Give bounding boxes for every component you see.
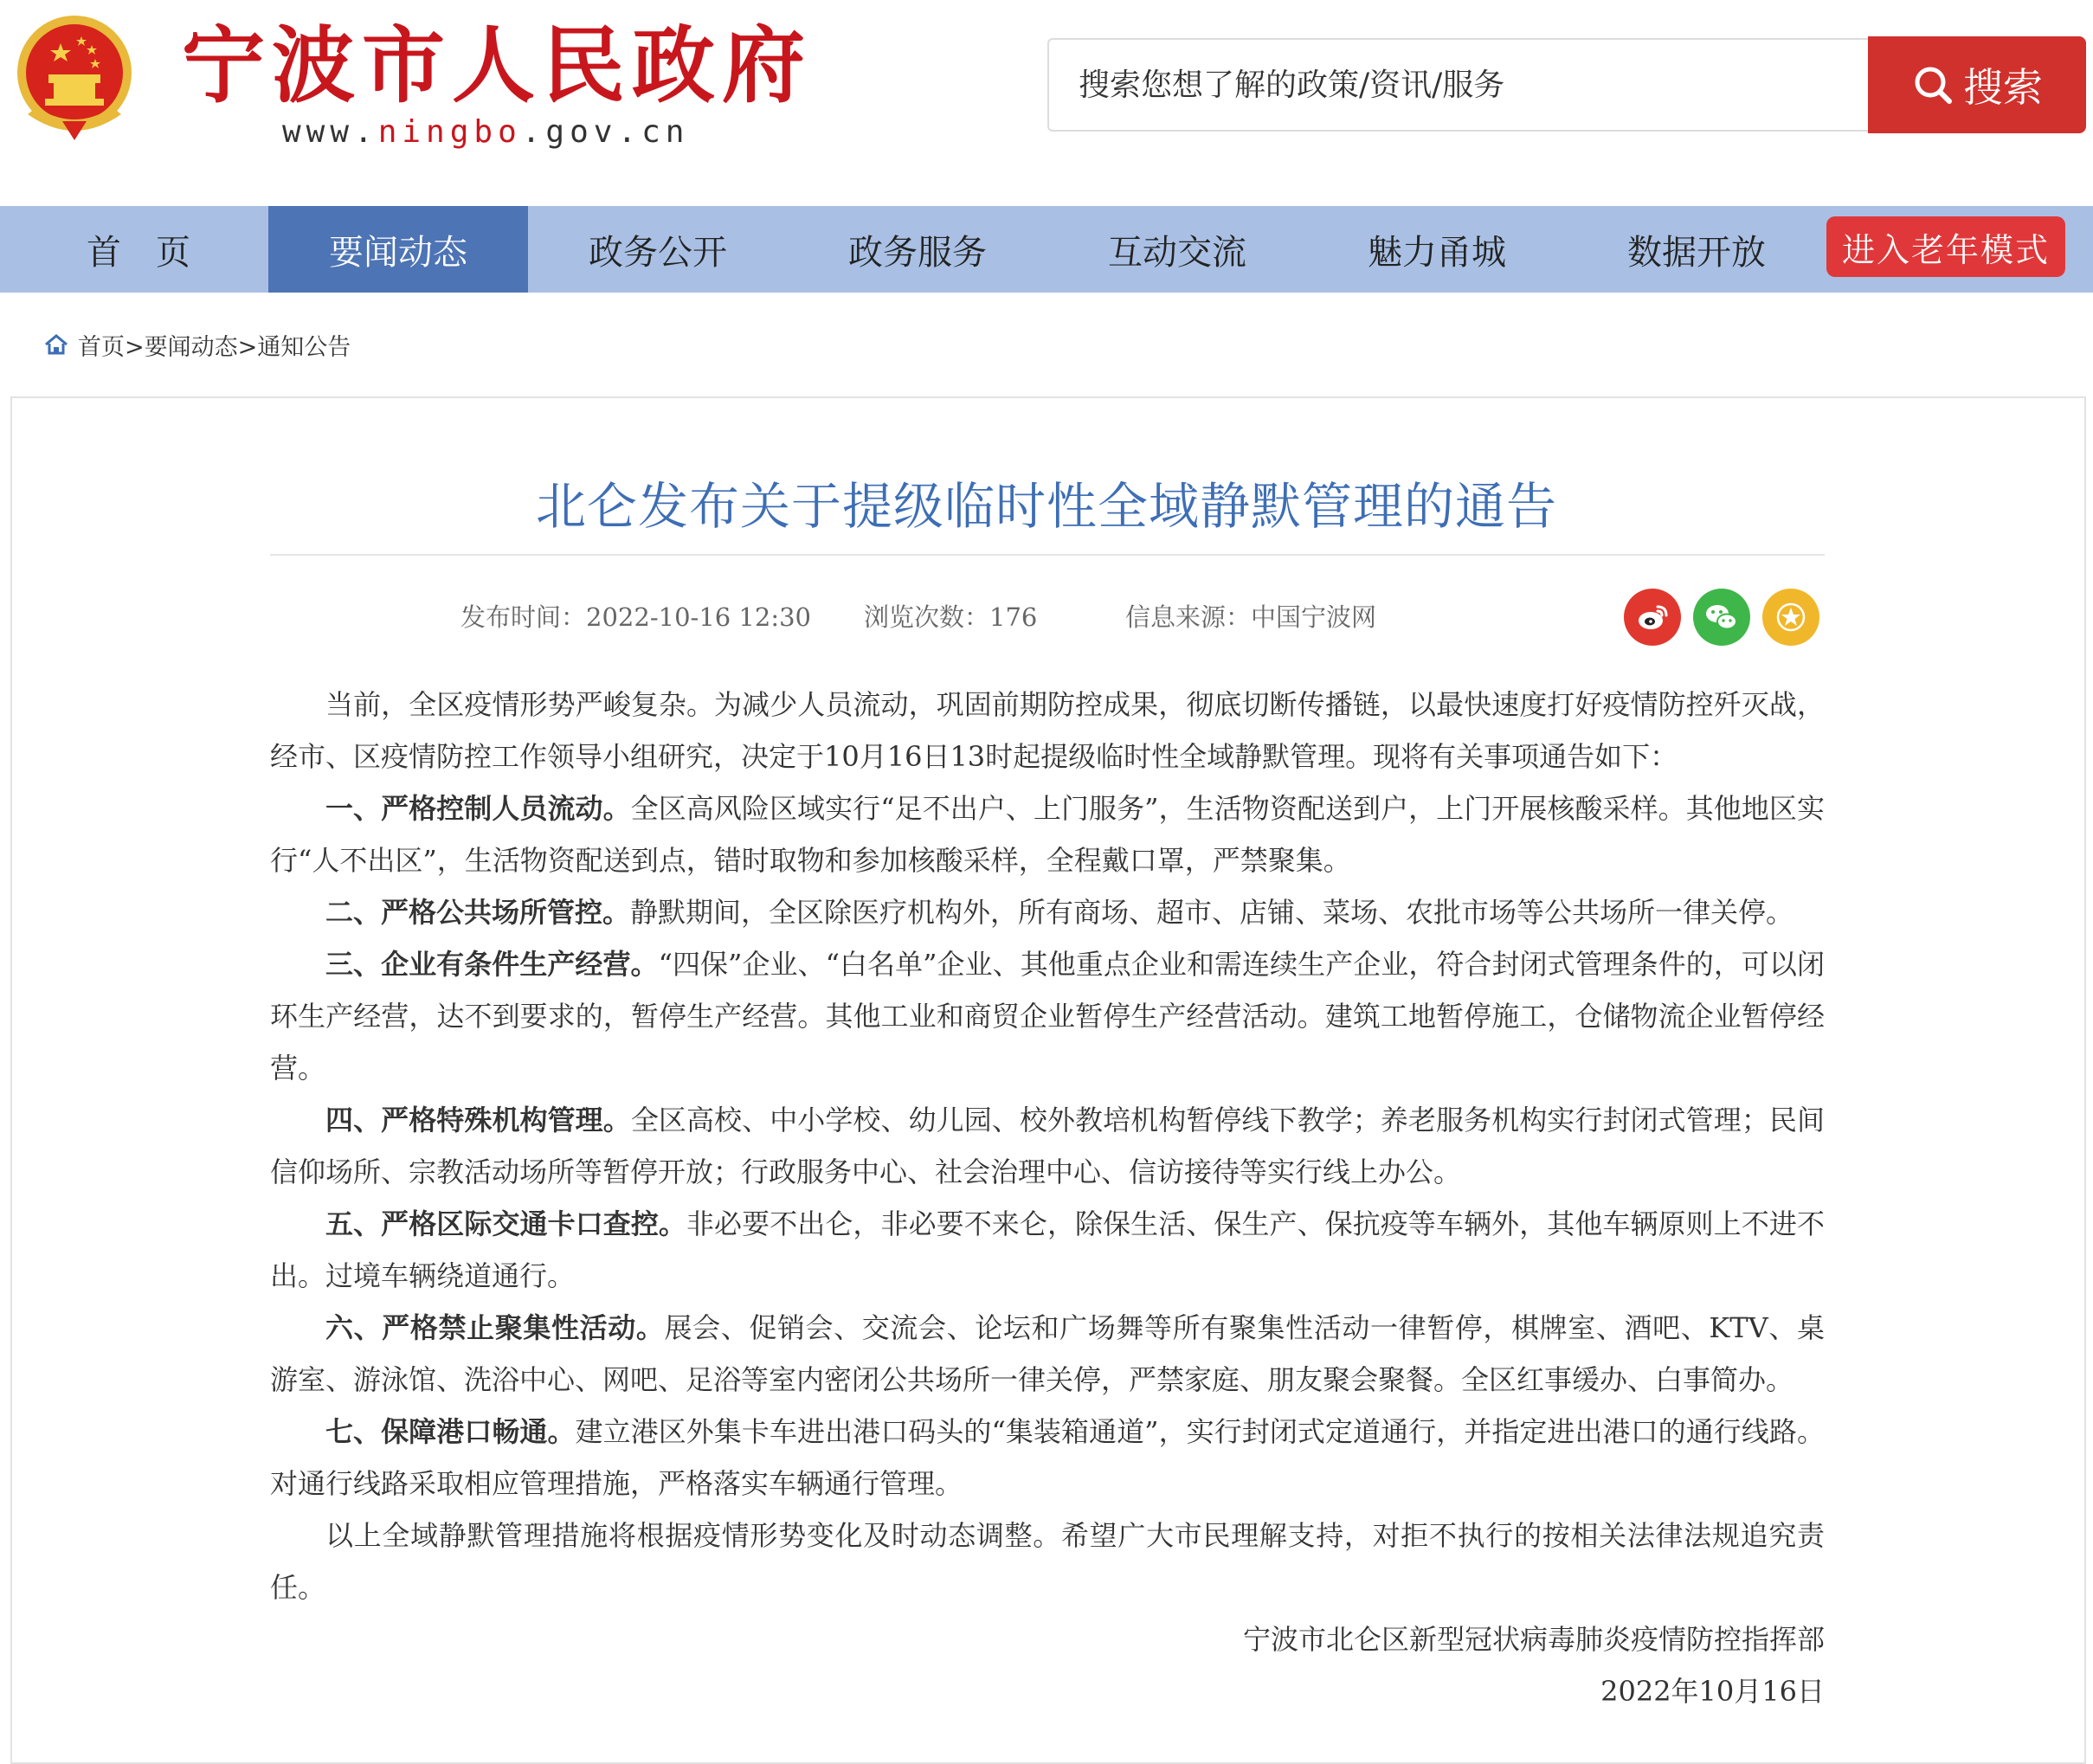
article-date: 2022年10月16日 [1600, 1675, 1825, 1708]
article-item [270, 1094, 1825, 1198]
item-heading: 六、严格禁止聚集性活动。 [325, 1311, 665, 1344]
share-weibo-button[interactable] [1624, 589, 1681, 646]
item-text: 静默期间，全区除医疗机构外，所有商场、超市、店铺、菜场、农批市场等公共场所一律关停。 [630, 896, 1794, 929]
search-box [1047, 38, 1870, 132]
item-text: 全区高风险区域实行“足不出户、上门服务”，生活物资配送到户，上门开展核酸采样。其他地区实行“人不出区”，生活物资配送到点，错时取物和参加核酸采样，全程戴口罩，严禁聚集。 [270, 792, 1825, 877]
article-signature: 宁波市北仑区新型冠状病毒肺炎疫情防控指挥部 [1242, 1623, 1825, 1656]
breadcrumb-separator: > [125, 333, 145, 361]
share-wechat-button[interactable] [1693, 589, 1750, 646]
weibo-icon [1633, 598, 1671, 636]
search-icon [1911, 63, 1955, 106]
favorite-button[interactable] [1762, 589, 1819, 646]
site-title[interactable]: 宁波市人民政府 [182, 17, 812, 114]
nav-item-home[interactable]: 首 页 [87, 232, 190, 273]
breadcrumb-separator: > [237, 333, 258, 361]
search-input[interactable] [1049, 40, 1870, 130]
item-text: “四保”企业、“白名单”企业、其他重点企业和需连续生产企业，符合封闭式管理条件的，可以闭环生产经营，达不到要求的，暂停生产经营。其他工业和商贸企业暂停生产经营活动。建筑工地暂停施工，仓储物流企业暂停经营。 [270, 948, 1825, 1085]
site-url-highlight: ningbo [377, 114, 522, 150]
search-button-label: 搜索 [1963, 64, 2043, 111]
item-heading: 五、严格区际交通卡口查控。 [325, 1207, 686, 1240]
star-icon [1772, 598, 1810, 636]
item-text: 全区高校、中小学校、幼儿园、校外教培机构暂停线下教学；养老服务机构实行封闭式管理；民间信仰场所、宗教活动场所等暂停开放；行政服务中心、社会治理中心、信访接待等实行线上办公。 [270, 1104, 1825, 1188]
site-url-suffix: .gov.cn [521, 114, 690, 150]
item-text: 非必要不出仑，非必要不来仑，除保生活、保生产、保抗疫等车辆外，其他车辆原则上不进不出。过境车辆绕道通行。 [270, 1207, 1825, 1292]
article-title: 北仑发布关于提级临时性全域静默管理的通告 [535, 477, 1557, 536]
item-text: 展会、促销会、交流会、论坛和广场舞等所有聚集性活动一律暂停，棋牌室、酒吧、KTV、桌游室、游泳馆、洗浴中心、网吧、足浴等室内密闭公共场所一律关停，严禁家庭、朋友聚会聚餐。全区红事缓办、白事简办。 [270, 1311, 1825, 1396]
nav-item-gov-services[interactable]: 政务服务 [848, 232, 987, 273]
nav-item-gov-affairs[interactable]: 政务公开 [589, 232, 727, 273]
item-heading: 一、严格控制人员流动。 [325, 792, 631, 825]
main-nav [0, 206, 2093, 293]
article-item [270, 1406, 1825, 1510]
item-heading: 三、企业有条件生产经营。 [325, 948, 659, 981]
article-intro: 当前，全区疫情形势严峻复杂。为减少人员流动，巩固前期防控成果，彻底切断传播链，以最快速度打好疫情防控歼灭战，经市、区疫情防控工作领导小组研究，决定于10月16日13时起提级临时性全域静默管理。现将有关事项通告如下： [270, 688, 1825, 773]
publish-time: 发布时间：2022-10-16 12:30 [460, 602, 812, 632]
site-url-prefix: www. [282, 114, 378, 150]
nav-item-news[interactable]: 要闻动态 [268, 206, 528, 293]
breadcrumb-home[interactable]: 首页 [78, 333, 125, 361]
article-closing: 以上全域静默管理措施将根据疫情形势变化及时动态调整。希望广大市民理解支持，对拒不执行的按相关法律法规追究责任。 [270, 1519, 1825, 1604]
article-item [270, 886, 1825, 938]
item-heading: 四、严格特殊机构管理。 [325, 1104, 631, 1136]
article-item [270, 938, 1825, 1094]
site-header [0, 0, 2093, 206]
title-divider [270, 554, 1825, 556]
item-heading: 七、保障港口畅通。 [325, 1415, 576, 1448]
article-item [270, 1302, 1825, 1406]
view-count: 浏览次数：176 [864, 602, 1038, 632]
nav-item-open-data[interactable]: 数据开放 [1627, 232, 1766, 273]
search-button[interactable] [1868, 36, 2086, 133]
nav-item-city-charm[interactable]: 魅力甬城 [1368, 232, 1506, 273]
article-item [270, 1198, 1825, 1302]
breadcrumb [43, 327, 351, 362]
site-url[interactable] [282, 111, 689, 154]
breadcrumb-notices[interactable]: 通知公告 [257, 333, 351, 361]
national-emblem-icon[interactable] [10, 10, 138, 149]
article-body [270, 679, 1825, 1613]
article-item [270, 782, 1825, 886]
breadcrumb-news[interactable]: 要闻动态 [144, 333, 238, 361]
elder-mode-button[interactable]: 进入老年模式 [1826, 216, 2065, 277]
info-source: 信息来源：中国宁波网 [1125, 602, 1377, 632]
item-heading: 二、严格公共场所管控。 [325, 896, 631, 929]
nav-item-interaction[interactable]: 互动交流 [1108, 232, 1246, 273]
wechat-icon [1703, 598, 1741, 636]
home-icon [43, 332, 69, 357]
item-text: 建立港区外集卡车进出港口码头的“集装箱通道”，实行封闭式定道通行，并指定进出港口的通行线路。对通行线路采取相应管理措施，严格落实车辆通行管理。 [270, 1415, 1825, 1500]
